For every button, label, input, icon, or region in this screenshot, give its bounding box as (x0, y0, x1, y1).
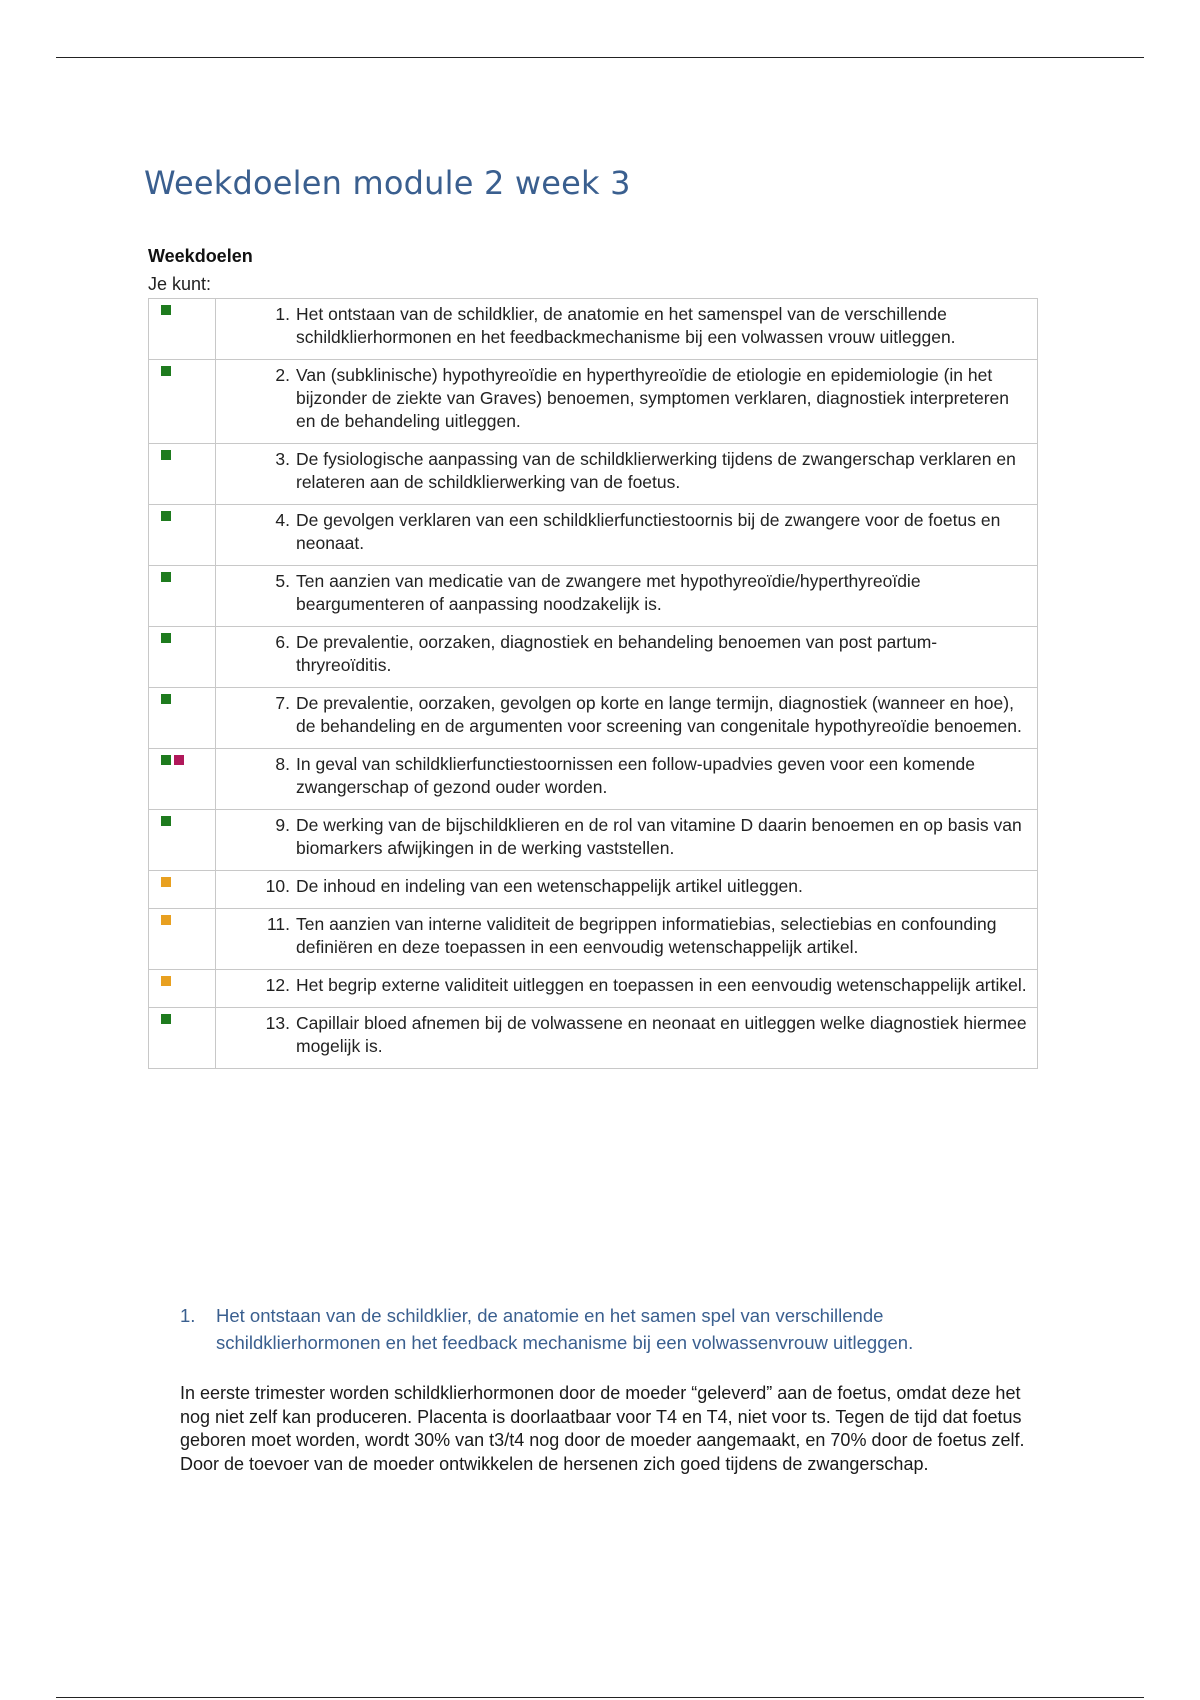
goal-text: Het ontstaan van de schildklier, de anatomie en het samenspel van de verschillende schildklierhormonen en het feedbackmechanisme bij een volwassen vrouw uitleggen. (296, 304, 956, 347)
footer-rule (56, 1697, 1144, 1698)
goal-text-cell (216, 871, 1038, 909)
goal-row (149, 1008, 1038, 1069)
goal-number: 1. (275, 304, 290, 324)
goal-text-cell (216, 627, 1038, 688)
goal-text: De fysiologische aanpassing van de schildklierwerking tijdens de zwangerschap verklaren en relateren aan de schildklierwerking van de foetus. (296, 449, 1016, 492)
goal-row (149, 970, 1038, 1008)
goal-number: 6. (275, 632, 290, 652)
goal-flag-cell (149, 444, 216, 505)
magenta-square-icon (174, 755, 184, 765)
goal-number: 10. (265, 876, 290, 896)
goal-number: 13. (265, 1013, 290, 1033)
goal-text: In geval van schildklierfunctiestoornissen een follow-upadvies geven voor een komende zwangerschap of gezond ouder worden. (296, 754, 976, 797)
goal-row (149, 749, 1038, 810)
section-heading (180, 1302, 1020, 1356)
goal-text-cell (216, 749, 1038, 810)
goals-table (148, 298, 1038, 1069)
goal-flag-cell (149, 871, 216, 909)
green-square-icon (161, 511, 171, 521)
goal-text: Van (subklinische) hypothyreoïdie en hyperthyreoïdie de etiologie en epidemiologie (in het bijzonder de ziekte van Graves) benoemen, symptomen verklaren, diagnostiek interpreteren en de behandeling uitleggen. (296, 365, 1010, 431)
goal-number: 7. (275, 693, 290, 713)
goal-text-cell (216, 299, 1038, 360)
goal-text-cell (216, 1008, 1038, 1069)
goal-text: Capillair bloed afnemen bij de volwassene en neonaat en uitleggen welke diagnostiek hiermee mogelijk is. (296, 1013, 1027, 1056)
green-square-icon (161, 305, 171, 315)
goal-text-cell (216, 444, 1038, 505)
goal-row (149, 871, 1038, 909)
goal-flag-cell (149, 566, 216, 627)
goal-text-cell (216, 688, 1038, 749)
goal-flag-cell (149, 909, 216, 970)
goal-number: 2. (275, 365, 290, 385)
section-heading-text: Het ontstaan van de schildklier, de anatomie en het samen spel van verschillende schildklierhormonen en het feedback mechanisme bij een volwassenvrouw uitleggen. (216, 1305, 914, 1353)
goal-number: 3. (275, 449, 290, 469)
goal-text-cell (216, 970, 1038, 1008)
goal-text: De prevalentie, oorzaken, diagnostiek en behandeling benoemen van post partum-thryreoïditis. (296, 632, 938, 675)
goal-row (149, 444, 1038, 505)
goal-text-cell (216, 810, 1038, 871)
green-square-icon (161, 694, 171, 704)
goal-number: 8. (275, 754, 290, 774)
goal-text-cell (216, 909, 1038, 970)
goal-flag-cell (149, 970, 216, 1008)
goal-number: 11. (266, 914, 290, 934)
section-number: 1. (180, 1305, 196, 1326)
goal-text-cell (216, 566, 1038, 627)
goal-flag-cell (149, 299, 216, 360)
goal-number: 5. (275, 571, 290, 591)
intro-text: Je kunt: (148, 274, 212, 294)
goal-flag-cell (149, 688, 216, 749)
goal-row (149, 505, 1038, 566)
goal-text: De werking van de bijschildklieren en de rol van vitamine D daarin benoemen en op basis van biomarkers afwijkingen in de werking vaststellen. (296, 815, 1022, 858)
orange-square-icon (161, 915, 171, 925)
goal-text: Het begrip externe validiteit uitleggen en toepassen in een eenvoudig wetenschappelijk artikel. (296, 975, 1027, 995)
goal-number: 4. (275, 510, 290, 530)
goal-text: De gevolgen verklaren van een schildklierfunctiestoornis bij de zwangere voor de foetus en neonaat. (296, 510, 1001, 553)
goal-row (149, 299, 1038, 360)
green-square-icon (161, 450, 171, 460)
green-square-icon (161, 366, 171, 376)
goal-row (149, 627, 1038, 688)
green-square-icon (161, 1014, 171, 1024)
goal-text: De prevalentie, oorzaken, gevolgen op korte en lange termijn, diagnostiek (wanneer en hoe), de behandeling en de argumenten voor screening van congenitale hypothyreoïdie benoemen. (296, 693, 1022, 736)
goal-row (149, 909, 1038, 970)
green-square-icon (161, 633, 171, 643)
header-rule (56, 57, 1144, 58)
goal-text-cell (216, 360, 1038, 444)
goal-row (149, 360, 1038, 444)
page-title: Weekdoelen module 2 week 3 (144, 164, 631, 202)
orange-square-icon (161, 877, 171, 887)
goal-flag-cell (149, 810, 216, 871)
goal-number: 12. (265, 975, 290, 995)
goal-row (149, 810, 1038, 871)
body-paragraph: In eerste trimester worden schildklierhormonen door de moeder “geleverd” aan de foetus, omdat deze het nog niet zelf kan produceren. Placenta is doorlaatbaar voor T4 en T4, niet voor ts. Tegen de tijd dat foetus geboren moet worden, wordt 30% van t3/t4 nog door de moeder aangemaakt, en 70% door de foetus zelf. Door de toevoer van de moeder ontwikkelen de hersenen zich goed tijdens de zwangerschap. (180, 1383, 1025, 1474)
goal-number: 9. (275, 815, 290, 835)
goal-text: Ten aanzien van interne validiteit de begrippen informatiebias, selectiebias en confounding definiëren en deze toepassen in een eenvoudig wetenschappelijk artikel. (296, 914, 997, 957)
green-square-icon (161, 816, 171, 826)
goal-row (149, 566, 1038, 627)
goal-row (149, 688, 1038, 749)
goal-flag-cell (149, 1008, 216, 1069)
goal-flag-cell (149, 627, 216, 688)
subheading: Weekdoelen (148, 246, 253, 266)
goal-flag-cell (149, 505, 216, 566)
green-square-icon (161, 572, 171, 582)
goal-flag-cell (149, 749, 216, 810)
goal-text: De inhoud en indeling van een wetenschappelijk artikel uitleggen. (296, 876, 803, 896)
green-square-icon (161, 755, 171, 765)
orange-square-icon (161, 976, 171, 986)
goal-flag-cell (149, 360, 216, 444)
goal-text: Ten aanzien van medicatie van de zwangere met hypothyreoïdie/hyperthyreoïdie beargumenteren of aanpassing noodzakelijk is. (296, 571, 921, 614)
goal-text-cell (216, 505, 1038, 566)
